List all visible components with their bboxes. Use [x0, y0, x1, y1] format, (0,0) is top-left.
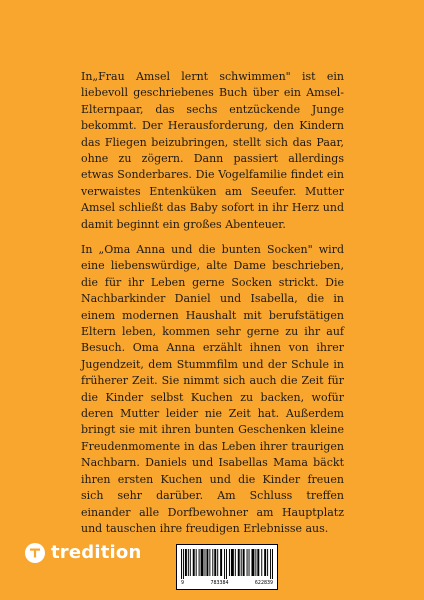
publisher-logo — [25, 542, 142, 563]
publisher-name: tredition — [51, 542, 142, 563]
blurb-paragraph-2: In „Oma Anna und die bunten Socken" wird eine liebenswürdige, alte Dame beschrieben, die für ihr Leben gerne Socken strickt. Die Nachbarkinder Daniel und Isabella, die in einem modernen Haushalt mit berufstätigen Eltern leben, kommen sehr gerne zu ihr auf Besuch. Oma Anna erzählt ihnen von ihrer Jugendzeit, dem Stummfilm und der Schule in früherer Zeit. Sie nimmt sich auch die Zeit für die Kinder selbst Kuchen zu backen, wofür deren Mutter leider nie Zeit hat. Außerdem bringt sie mit ihren bunten Geschenken kleine Freudenmomente in das Leben ihrer traurigen Nachbarn. Daniels und Isabellas Mama bäckt ihren ersten Kuchen und die Kinder freuen sich sehr darüber. Am Schluss treffen einander alle Dorfbewohner am Hauptplatz und tauschen ihre freudigen Erlebnisse aus. — [81, 243, 344, 535]
barcode-digit-group-2: 622839 — [254, 580, 273, 586]
tredition-logo-icon — [25, 543, 45, 563]
barcode-bars — [181, 549, 273, 579]
barcode-digits — [181, 580, 273, 586]
isbn-barcode — [176, 544, 278, 590]
barcode-digit-group-1: 783384 — [210, 580, 229, 586]
blurb-paragraph-1: In„Frau Amsel lernt schwimmen" ist ein liebevoll geschriebenes Buch über ein Amsel-Elternpaar, das sechs entzückende Junge bekommt. Der Herausforderung, den Kindern das Fliegen beizubringen, stellt sich das Paar, ohne zu zögern. Dann passiert allerdings etwas Sonderbares. Die Vogelfamilie findet ein verwaistes Entenküken am Seeufer. Mutter Amsel schließt das Baby sofort in ihr Herz und damit beginnt ein großes Abenteuer. — [81, 70, 344, 231]
barcode-digit-prefix: 9 — [181, 580, 185, 586]
